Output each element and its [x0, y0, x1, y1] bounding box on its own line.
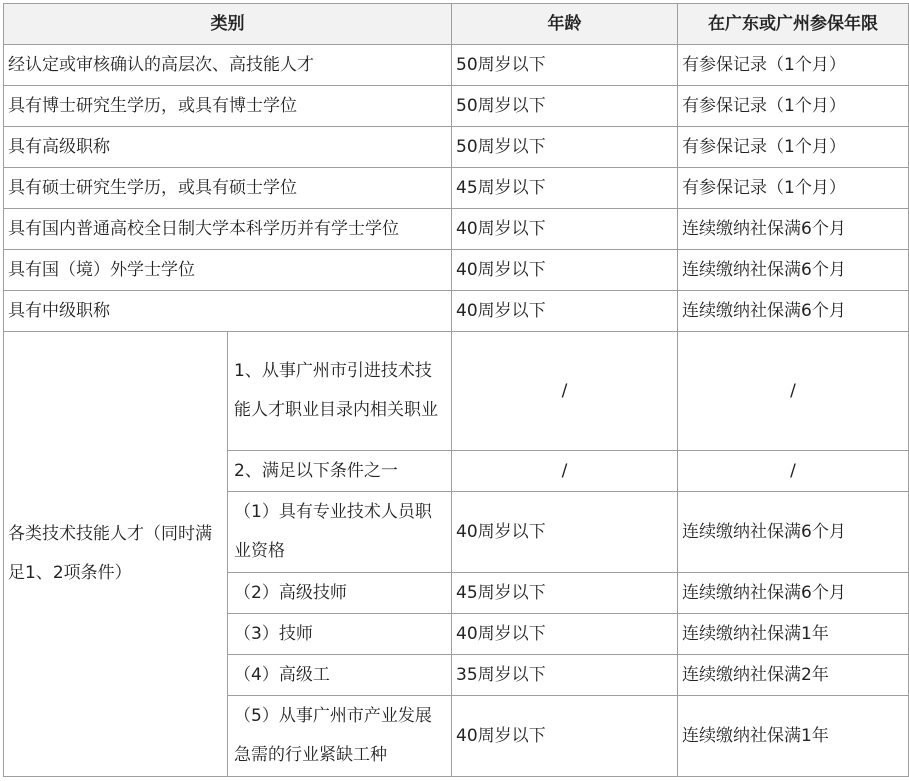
condition-cell: 1、从事广州市引进技术技能人才职业目录内相关职业 — [228, 332, 452, 451]
condition-cell: （1）具有专业技术人员职业资格 — [228, 492, 452, 573]
category-cell: 具有硕士研究生学历，或具有硕士学位 — [4, 168, 452, 209]
insurance-cell: 连续缴纳社保满6个月 — [678, 573, 909, 614]
category-cell: 具有中级职称 — [4, 291, 452, 332]
table-row — [4, 86, 909, 127]
category-cell: 经认定或审核确认的高层次、高技能人才 — [4, 45, 452, 86]
category-cell: 具有博士研究生学历，或具有博士学位 — [4, 86, 452, 127]
insurance-cell: / — [678, 451, 909, 492]
insurance-cell: 有参保记录（1个月） — [678, 168, 909, 209]
header-insurance: 在广东或广州参保年限 — [678, 4, 909, 45]
category-cell: 具有国内普通高校全日制大学本科学历并有学士学位 — [4, 209, 452, 250]
insurance-cell: 连续缴纳社保满1年 — [678, 614, 909, 655]
header-category: 类别 — [4, 4, 452, 45]
table-row — [4, 127, 909, 168]
age-cell: 40周岁以下 — [452, 696, 678, 777]
insurance-cell: 有参保记录（1个月） — [678, 86, 909, 127]
age-cell: 50周岁以下 — [452, 127, 678, 168]
insurance-cell: 连续缴纳社保满6个月 — [678, 250, 909, 291]
group-label-cell: 各类技术技能人才（同时满足1、2项条件） — [4, 332, 228, 777]
insurance-cell: 连续缴纳社保满6个月 — [678, 291, 909, 332]
condition-cell: （3）技师 — [228, 614, 452, 655]
table-row — [4, 332, 909, 451]
insurance-cell: 有参保记录（1个月） — [678, 45, 909, 86]
age-cell: / — [452, 332, 678, 451]
eligibility-table — [3, 3, 909, 777]
condition-cell: （5）从事广州市产业发展急需的行业紧缺工种 — [228, 696, 452, 777]
age-cell: 40周岁以下 — [452, 291, 678, 332]
age-cell: 50周岁以下 — [452, 45, 678, 86]
age-cell: 40周岁以下 — [452, 250, 678, 291]
insurance-cell: 有参保记录（1个月） — [678, 127, 909, 168]
age-cell: 45周岁以下 — [452, 168, 678, 209]
age-cell: 40周岁以下 — [452, 209, 678, 250]
age-cell: / — [452, 451, 678, 492]
condition-cell: （2）高级技师 — [228, 573, 452, 614]
table-row — [4, 250, 909, 291]
table-row — [4, 291, 909, 332]
age-cell: 40周岁以下 — [452, 614, 678, 655]
age-cell: 45周岁以下 — [452, 573, 678, 614]
table-row — [4, 168, 909, 209]
insurance-cell: 连续缴纳社保满6个月 — [678, 209, 909, 250]
category-cell: 具有高级职称 — [4, 127, 452, 168]
condition-cell: （4）高级工 — [228, 655, 452, 696]
insurance-cell: 连续缴纳社保满2年 — [678, 655, 909, 696]
category-cell: 具有国（境）外学士学位 — [4, 250, 452, 291]
age-cell: 50周岁以下 — [452, 86, 678, 127]
table-row — [4, 209, 909, 250]
insurance-cell: 连续缴纳社保满1年 — [678, 696, 909, 777]
age-cell: 40周岁以下 — [452, 492, 678, 573]
insurance-cell: 连续缴纳社保满6个月 — [678, 492, 909, 573]
table-row — [4, 45, 909, 86]
age-cell: 35周岁以下 — [452, 655, 678, 696]
header-row — [4, 4, 909, 45]
header-age: 年龄 — [452, 4, 678, 45]
condition-cell: 2、满足以下条件之一 — [228, 451, 452, 492]
insurance-cell: / — [678, 332, 909, 451]
